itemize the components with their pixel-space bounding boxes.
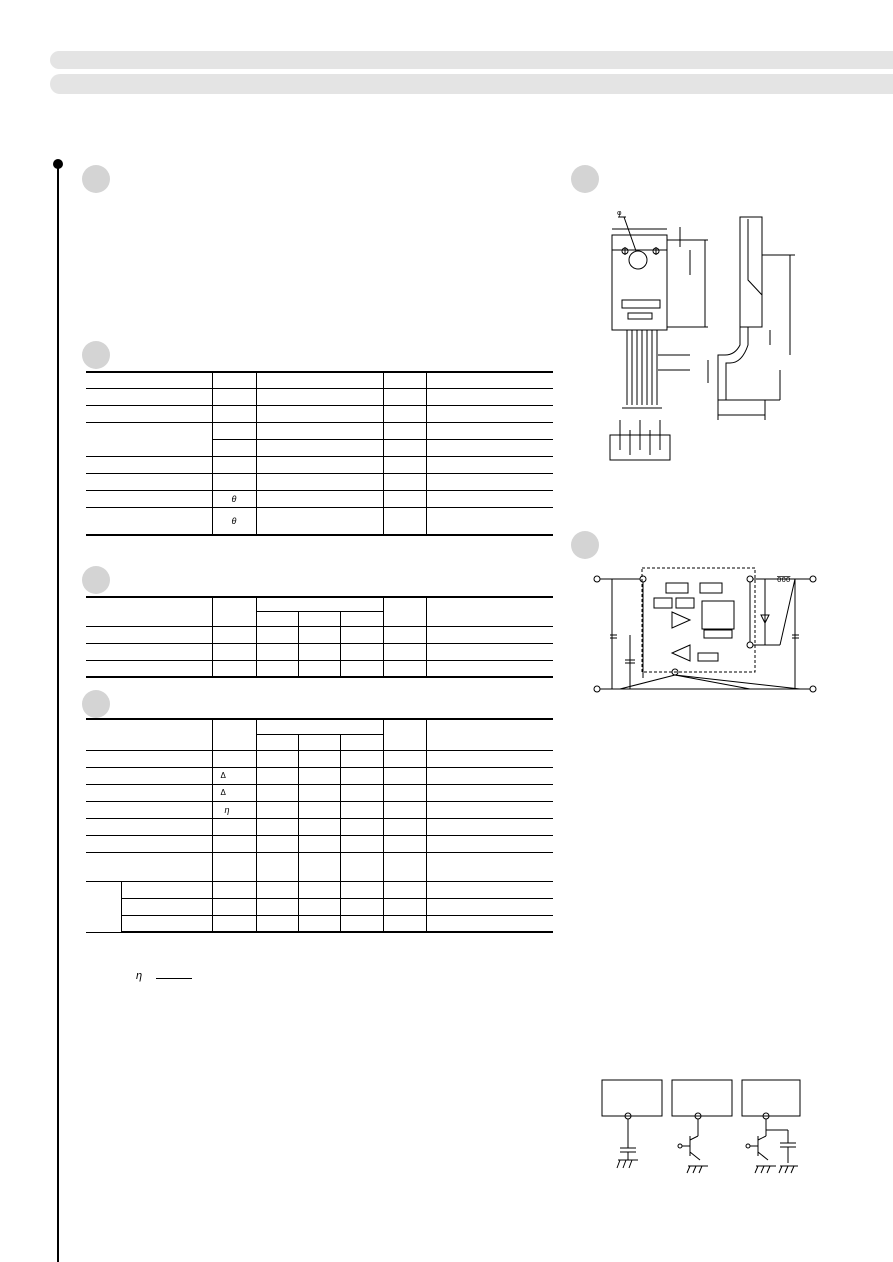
fraction-bar [156, 978, 192, 979]
header-band-bottom [50, 74, 893, 94]
section-marker-2 [82, 341, 110, 369]
package-phi-mark: φ [617, 209, 622, 217]
delta-symbol-2: Δ [212, 784, 256, 801]
margin-rule [57, 165, 59, 1262]
section-marker-1 [82, 165, 110, 193]
section-marker-5 [571, 165, 599, 193]
ratings-table [86, 371, 553, 536]
theta-symbol-1: θ [212, 490, 256, 507]
section-marker-6 [571, 531, 599, 559]
section-marker-3 [82, 566, 110, 594]
eta-formula-symbol: η [136, 970, 143, 982]
header-band-top [50, 51, 893, 69]
efficiency-formula [136, 970, 196, 986]
conditions-table [86, 596, 553, 678]
package-outline-figure [590, 205, 810, 470]
eta-symbol-1: η [212, 801, 256, 818]
circuit-overline-label: 000 [777, 576, 791, 584]
application-circuits-figure [600, 1078, 805, 1178]
characteristics-table [86, 718, 553, 933]
theta-symbol-2: θ [212, 507, 256, 535]
block-diagram-figure [590, 565, 820, 695]
delta-symbol-1: Δ [212, 767, 256, 784]
section-marker-4 [82, 690, 110, 718]
